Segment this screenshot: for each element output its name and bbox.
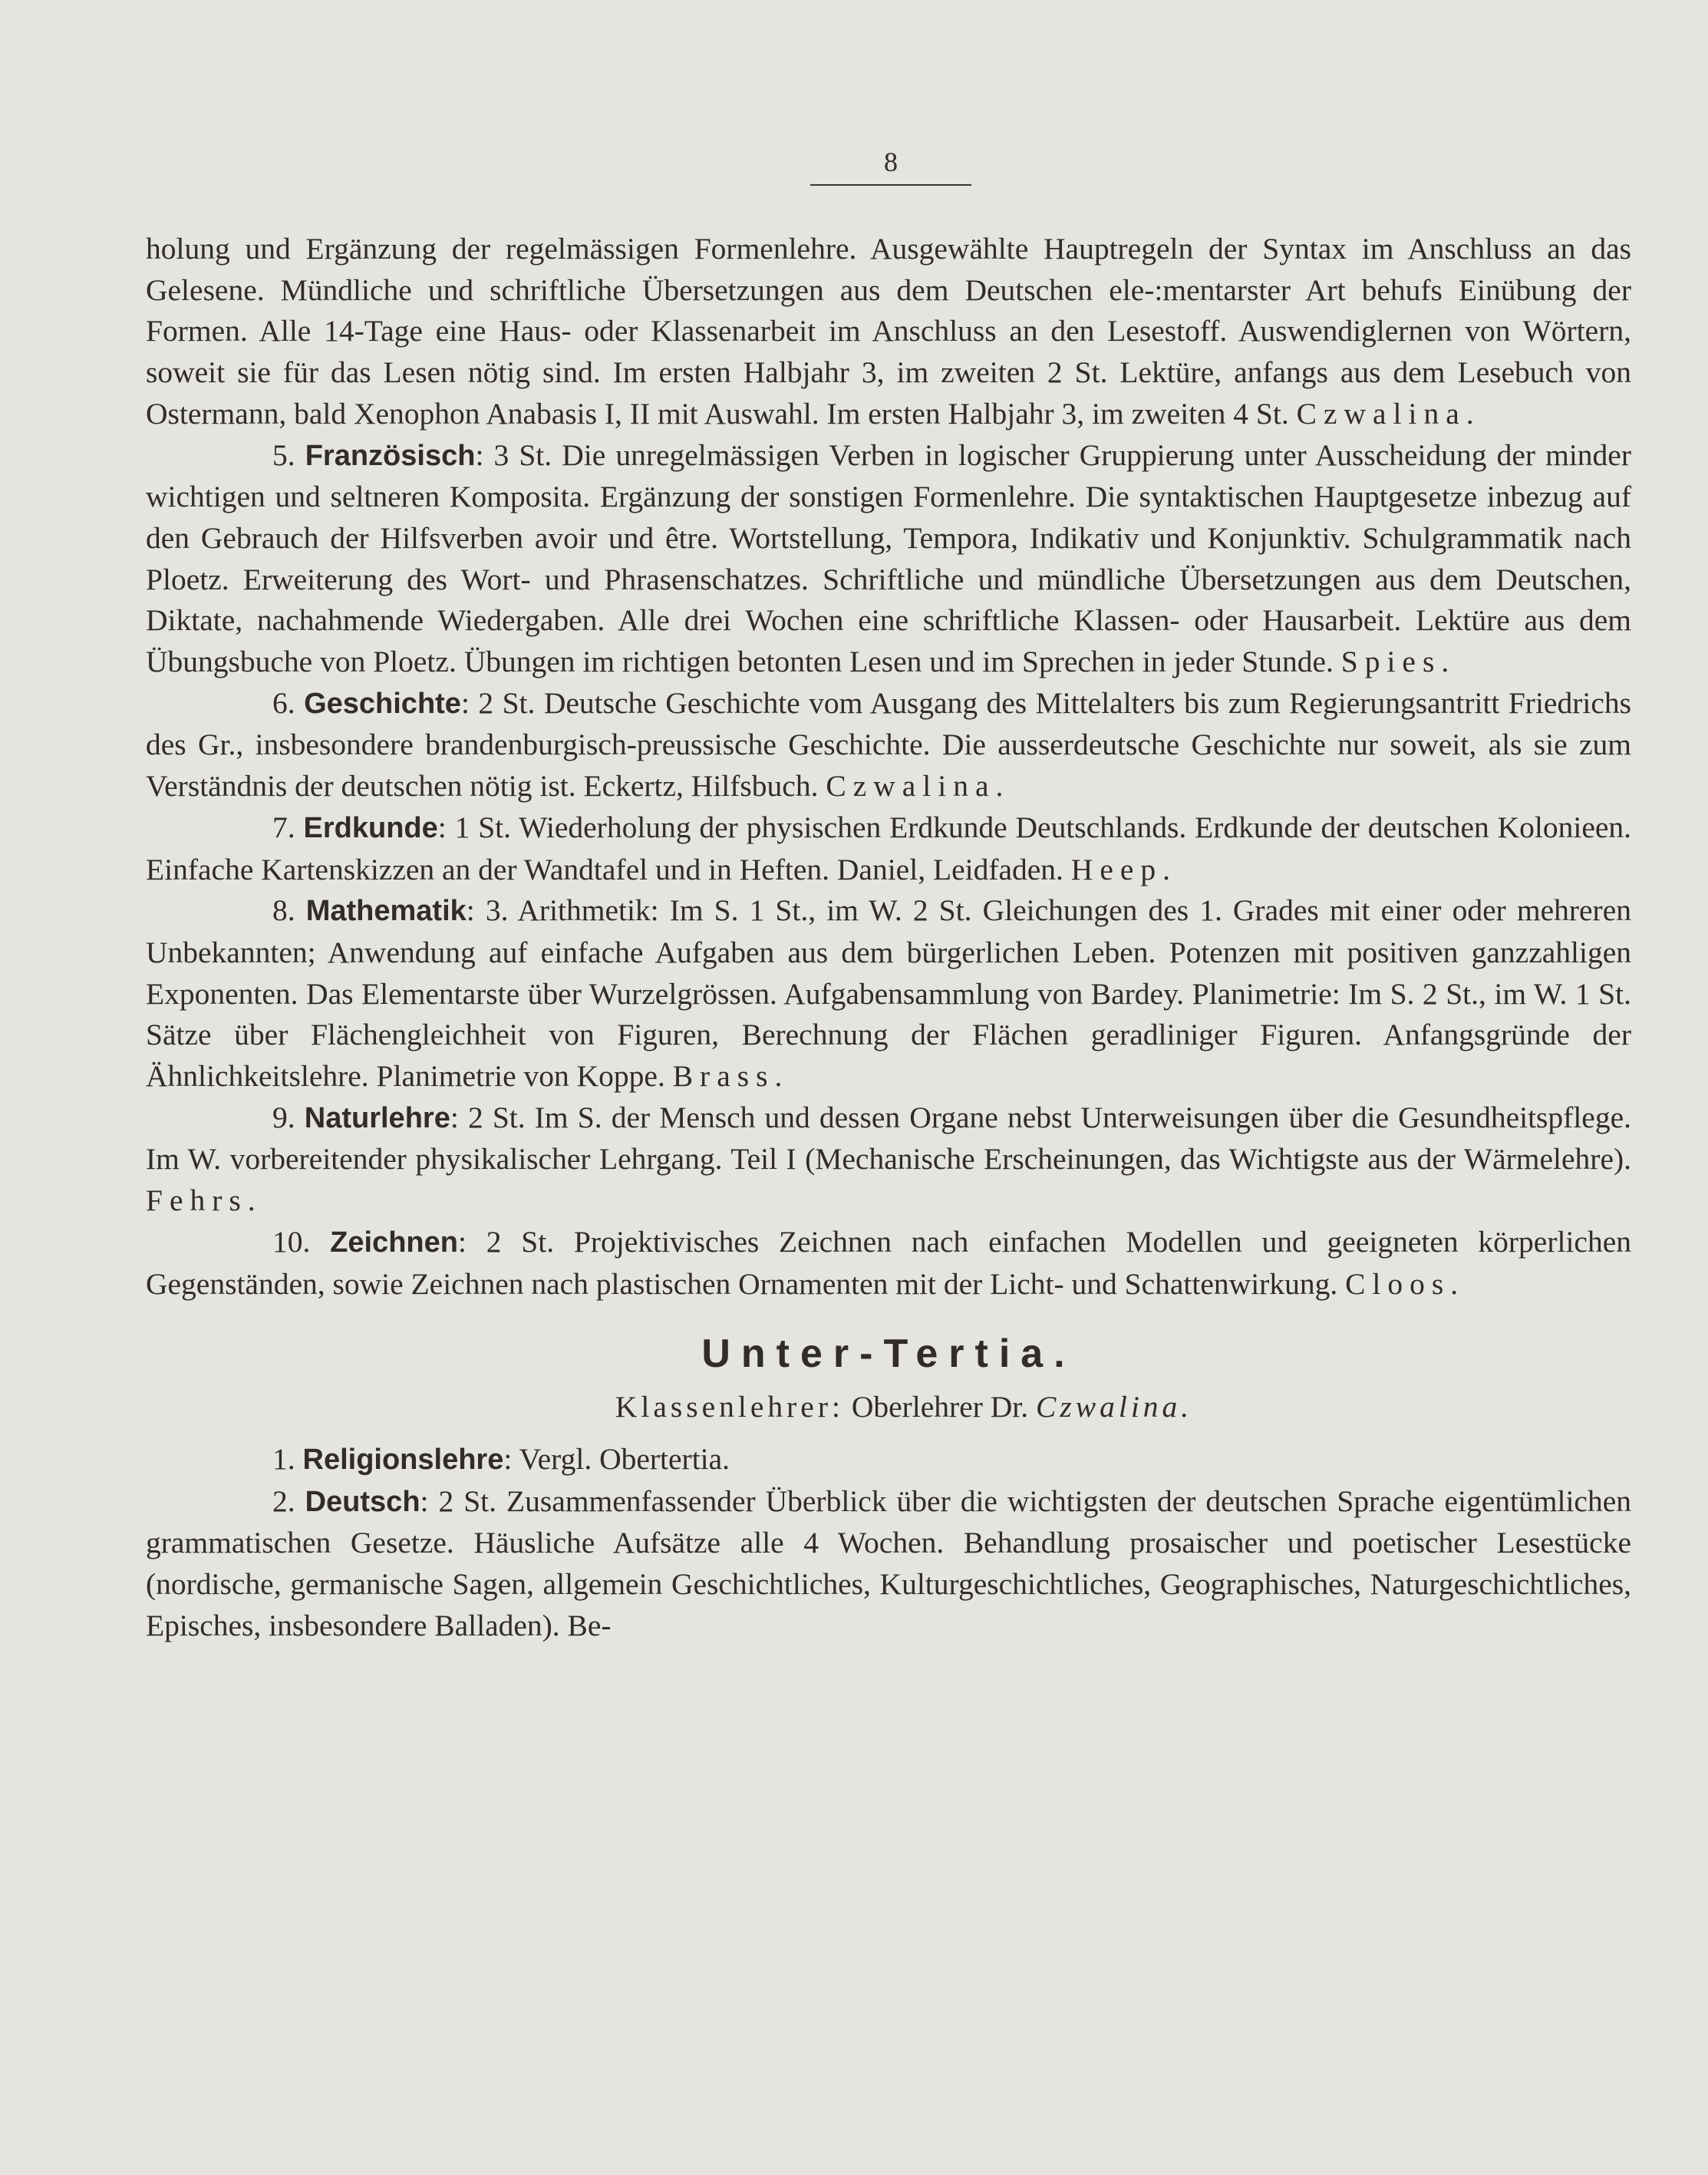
intro-text: holung und Ergänzung der regelmässigen Formenlehre. Ausgewählte Hauptregeln der Syntax im Anschluss an das Gelesene. Mündliche und schriftliche Übersetzungen aus dem Deutschen ele-:mentarster Art behufs Einübung der Formen. Alle 14-Tage eine Haus- oder Klassenarbeit im Anschluss an den Lesestoff. Auswendiglernen von Wörtern, soweit sie für das Lesen nötig sind. Im ersten Halbjahr 3, im zweiten 2 St. Lektüre, anfangs aus dem Lesebuch von Ostermann, bald Xenophon Anabasis I, II mit Auswahl. Im ersten Halbjahr 3, im zweiten 4 St. (146, 232, 1631, 431)
subject-title: Erdkunde (303, 811, 438, 844)
item-number: 9. (272, 1100, 295, 1134)
page-number: 8 (810, 146, 971, 186)
subject-text: 2 St. Projektivisches Zeichnen nach einfachen Modellen und geeigneten körperlichen Gegenständen, sowie Zeichnen nach plastischen Ornamenten mit der Licht- und Schattenwirkung. (146, 1224, 1631, 1301)
item-number: 7. (272, 810, 295, 844)
subject-title: Naturlehre (304, 1101, 450, 1134)
item-number: 10. (272, 1224, 311, 1259)
item-number: 5. (272, 437, 295, 472)
item-number: 8. (272, 893, 295, 928)
subject-text: Vergl. Obertertia. (519, 1441, 730, 1476)
item-number: 2. (272, 1484, 295, 1518)
class-teacher-name: Czwalina. (1036, 1390, 1193, 1424)
subject-text: 2 St. Im S. der Mensch und dessen Organe nebst Unterweisungen über die Gesundheitspflege. Im W. vorbereitender physikalischer Lehrgang. Teil I (Mechanische Erscheinungen, das Wichtigste aus der Wärmelehre). (146, 1100, 1631, 1177)
subject-text: 3. Arithmetik: Im S. 1 St., im W. 2 St. Gleichungen des 1. Grades mit einer oder mehreren Unbekannten; Anwendung auf einfache Aufgaben aus dem bürgerlichen Leben. Potenzen mit positiven ganzzahligen Exponenten. Das Elementarste über Wurzelgrössen. Aufgabensammlung von Bardey. Planimetrie: Im S. 2 St., im W. 1 St. Sätze über Flächengleichheit von Figuren, Berechnung der Flächen geradliniger Figuren. Anfangsgründe der Ähnlichkeitslehre. Planimetrie von Koppe. (146, 893, 1631, 1094)
teacher-name: Cloos. (1345, 1266, 1466, 1301)
subject-paragraph: 2. Deutsch: 2 St. Zusammenfassender Überblick über die wichtigsten der deutschen Sprache eigentümlichen grammatischen Gesetze. Häusliche Aufsätze alle 4 Wochen. Behandlung prosaischer und poetischer Lesestücke (nordische, germanische Sagen, allgemein Geschichtliches, Kulturgeschichtliches, Geographisches, Naturgeschichtliches, Episches, insbesondere Balladen). Be- (146, 1484, 1632, 1642)
subject-paragraph: 1. Religionslehre: Vergl. Obertertia. (272, 1441, 730, 1476)
section-heading: Unter-Tertia. (701, 1332, 1076, 1377)
teacher-name: Fehrs. (146, 1183, 262, 1218)
subject-text: 1 St. Wiederholung der physischen Erdkunde Deutschlands. Erdkunde der deutschen Kolonieen. Einfache Kartenskizzen an der Wandtafel und in Heften. Daniel, Leidfaden. (146, 810, 1632, 886)
teacher-name: Spies. (1340, 645, 1456, 679)
body-text (146, 229, 1631, 1647)
intro-paragraph (146, 229, 1631, 435)
teacher-name: Heep. (1070, 852, 1178, 886)
item-number: 6. (272, 685, 295, 720)
item-number: 1. (272, 1441, 295, 1476)
subject-title: Französisch (305, 439, 476, 472)
subject-title: Deutsch (305, 1485, 420, 1518)
class-teacher-title: Oberlehrer Dr. (851, 1390, 1029, 1424)
subject-title: Religionslehre (302, 1443, 504, 1476)
teacher-name: Czwalina. (1296, 396, 1481, 431)
subject-text: 2 St. Zusammenfassender Überblick über die wichtigsten der deutschen Sprache eigentümlichen grammatischen Gesetze. Häusliche Aufsätze alle 4 Wochen. Behandlung prosaischer und poetischer Lesestücke (nordische, germanische Sagen, allgemein Geschichtliches, Kulturgeschichtliches, Geographisches, Naturgeschichtliches, Episches, insbesondere Balladen). Be- (146, 1484, 1632, 1642)
subject-paragraph: 5. Französisch: 3 St. Die unregelmässigen Verben in logischer Gruppierung unter Ausscheidung der minder wichtigen und seltneren Komposita. Ergänzung der sonstigen Formenlehre. Die syntaktischen Hauptgesetze inbezug auf den Gebrauch der Hilfsverben avoir und être. Wortstellung, Tempora, Indikativ und Konjunktiv. Schulgrammatik nach Ploetz. Erweiterung des Wort- und Phrasenschatzes. Schriftliche und mündliche Übersetzungen aus dem Deutschen, Diktate, nachahmende Wiedergaben. Alle drei Wochen eine schriftliche Klassen- oder Hausarbeit. Lektüre aus dem Übungsbuche von Ploetz. Übungen im richtigen betonten Lesen und im Sprechen in jeder Stunde. Spies. (146, 437, 1631, 679)
subject-paragraph: 8. Mathematik: 3. Arithmetik: Im S. 1 St., im W. 2 St. Gleichungen des 1. Grades mit einer oder mehreren Unbekannten; Anwendung auf einfache Aufgaben aus dem bürgerlichen Leben. Potenzen mit positiven ganzzahligen Exponenten. Das Elementarste über Wurzelgrössen. Aufgabensammlung von Bardey. Planimetrie: Im S. 2 St., im W. 1 St. Sätze über Flächengleichheit von Figuren, Berechnung der Flächen geradliniger Figuren. Anfangsgründe der Ähnlichkeitslehre. Planimetrie von Koppe. Brass. (146, 893, 1631, 1094)
subject-title: Mathematik (305, 895, 467, 928)
subject-title: Zeichnen (330, 1226, 458, 1259)
subject-text: 2 St. Deutsche Geschichte vom Ausgang des Mittelalters bis zum Regierungsantritt Friedrichs des Gr., insbesondere brandenburgisch-preussische Geschichte. Die ausserdeutsche Geschichte nur soweit, als sie zum Verständnis der deutschen nötig ist. Eckertz, Hilfsbuch. (146, 685, 1631, 804)
class-teacher-label: Klassenlehrer: (615, 1390, 844, 1424)
class-teacher-line (146, 1387, 1631, 1428)
teacher-name: Brass. (672, 1059, 790, 1094)
subject-title: Geschichte (304, 687, 461, 720)
subject-paragraph: 6. Geschichte: 2 St. Deutsche Geschichte vom Ausgang des Mittelalters bis zum Regierungsantritt Friedrichs des Gr., insbesondere brandenburgisch-preussische Geschichte. Die ausserdeutsche Geschichte nur soweit, als sie zum Verständnis der deutschen nötig ist. Eckertz, Hilfsbuch. Czwalina. (146, 685, 1631, 804)
subject-paragraph: 10. Zeichnen: 2 St. Projektivisches Zeichnen nach einfachen Modellen und geeigneten körperlichen Gegenständen, sowie Zeichnen nach plastischen Ornamenten mit der Licht- und Schattenwirkung. Cloos. (146, 1224, 1631, 1301)
subject-paragraph: 7. Erdkunde: 1 St. Wiederholung der physischen Erdkunde Deutschlands. Erdkunde der deutschen Kolonieen. Einfache Kartenskizzen an der Wandtafel und in Heften. Daniel, Leidfaden. Heep. (146, 810, 1632, 886)
subject-paragraph: 9. Naturlehre: 2 St. Im S. der Mensch und dessen Organe nebst Unterweisungen über die Gesundheitspflege. Im W. vorbereitender physikalischer Lehrgang. Teil I (Mechanische Erscheinungen, das Wichtigste aus der Wärmelehre). Fehrs. (146, 1100, 1631, 1218)
teacher-name: Czwalina. (826, 769, 1011, 804)
subject-text: 3 St. Die unregelmässigen Verben in logischer Gruppierung unter Ausscheidung der minder wichtigen und seltneren Komposita. Ergänzung der sonstigen Formenlehre. Die syntaktischen Hauptgesetze inbezug auf den Gebrauch der Hilfsverben avoir und être. Wortstellung, Tempora, Indikativ und Konjunktiv. Schulgrammatik nach Ploetz. Erweiterung des Wort- und Phrasenschatzes. Schriftliche und mündliche Übersetzungen aus dem Deutschen, Diktate, nachahmende Wiedergaben. Alle drei Wochen eine schriftliche Klassen- oder Hausarbeit. Lektüre aus dem Übungsbuche von Ploetz. Übungen im richtigen betonten Lesen und im Sprechen in jeder Stunde. (146, 437, 1631, 679)
